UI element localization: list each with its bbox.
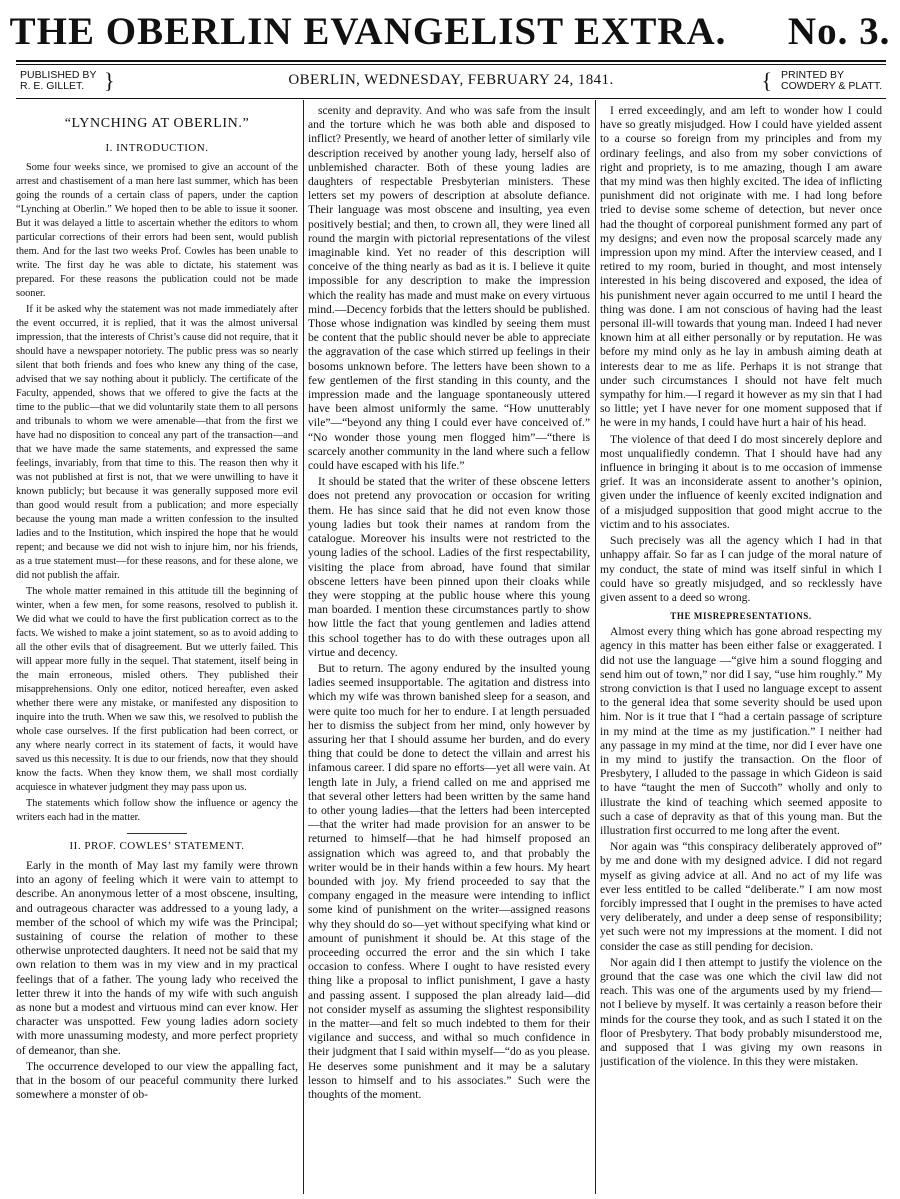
column-3 xyxy=(600,104,882,1194)
cowles-statement-continued xyxy=(600,104,882,605)
masthead-title: THE OBERLIN EVANGELIST EXTRA. xyxy=(9,10,727,53)
left-brace: } xyxy=(104,68,115,93)
column-divider xyxy=(595,100,596,1194)
published-by-label: PUBLISHED BY xyxy=(20,69,97,81)
column-2 xyxy=(308,104,590,1194)
article-title: “LYNCHING AT OBERLIN.” xyxy=(64,116,250,131)
printed-by-label: PRINTED BY xyxy=(781,69,845,81)
paragraph: If it be asked why the statement was not made immediately after the event occurred, it is replied, that it was the almost universal impression, that the interests of Christ’s cause did not require, that it should have a newspaper notoriety. The public press was so nearly silent that both friends and foes who knew any thing of the case, advised that we say nothing about it publicly. The certificate of the Faculty, appended, shows that we offered to give the facts at the time to the public—that we did voluntarily state them to all persons and tribunals to whom we were amenable—that from the first we have had no disposition to conceal any part of the transaction—and that we have made the same statements, and expressed the same feelings, invariably, from that time to this. The reason then why it was not published at first is not, that we were unwilling to have it known publicly; but because it was generally supposed more evil than good would result from a publication; and more especially because the young man made a written confession to the insulted ladies and to the Institution, which inspired the hope that he would repent; and because we did not wish to injure him, nor his friends, as a true statement must—for these reasons, and for these alone, we did not publish the affair. xyxy=(16,304,298,581)
right-brace: { xyxy=(761,68,772,93)
paragraph: The violence of that deed I do most sincerely deplore and most unqualifiedly condemn. That I should have had any influence in bringing it about is to me occasion of immense grief. It was an inconsiderate assent to another’s opinion, given under the influence of keenly excited indignation and of a misjudged supposition that good might accrue to the victim and to his associates. xyxy=(600,432,882,531)
introduction-text xyxy=(16,161,298,825)
publisher-name: R. E. GILLET. xyxy=(20,80,85,92)
paragraph: I erred exceedingly, and am left to wonder how I could have so greatly misjudged. How I could have yielded assent to a course so foreign from my principles and from my ordinary feelings, and also from my sober convictions of right and propriety, is to me amazing, though I am aware that my mind was then highly excited. The idea of inflicting punishment did not originate with me. I had long before tried to devise some scheme of detection, but never once had the thought of corporeal punishment formed any part of my designs; and even now the proposal scarcely made any impression upon my mind. After the interview ceased, and I retired to my room, buried in thought, and most intensely interested in his being discovered and exposed, the idea of his punishment never again occurred to me until I heard the thing was done. I am not conscious of having had the least personal ill-will towards that young man. Indeed I had never known him at all either personally or by reputation. He was before my mind only as he lay in ambush aiming death at interests dear to me as life. Perhaps it is not strange that under such circumstances I should not have felt much sympathy for him.—I regard it however as my sin that I had so little; yet I have never for one moment supposed that if he were in my hands, I could have hurt a hair of his head. xyxy=(600,104,882,430)
section-heading-introduction: I. INTRODUCTION. xyxy=(105,142,209,154)
section-heading-cowles-statement: II. PROF. COWLES’ STATEMENT. xyxy=(69,840,245,852)
misrepresentations-text xyxy=(600,625,882,1069)
section-separator xyxy=(127,833,187,834)
column-divider xyxy=(303,100,304,1194)
masthead xyxy=(0,8,900,56)
dateline xyxy=(16,68,886,96)
cowles-statement-text xyxy=(16,859,298,1102)
paragraph: It should be stated that the writer of these obscene letters does not pretend any provocation or occasion for writing them. He has since said that he did not even know those young ladies but took their names at random from the catalogue. Moreover his insults were not restricted to the young ladies of the school. Ladies of the first respectability, visiting the place from abroad, have found that similar obscene letters have been pinned upon their cloaks while they were stopping at the public house where this young man boarded. I mention these circumstances partly to show how little the fact that young gentlemen and ladies attend this school together has to do with these outrages upon all virtue and decency. xyxy=(308,475,590,659)
paragraph: The occurrence developed to our view the appalling fact, that in the bosom of our peaceful community there lurked somewhere a monster of ob- xyxy=(16,1059,298,1102)
dateline-rule xyxy=(16,98,886,99)
paragraph: Such precisely was all the agency which I had in that unhappy affair. So far as I can judge of the moral nature of my conduct, the state of mind was itself sinful in which I could have so greatly misjudged, and so recklessly have given assent to a deed so wrong. xyxy=(600,534,882,604)
paragraph: scenity and depravity. And who was safe from the insult and the torture which he was both able and disposed to inflict? Presently, we heard of another letter of similarly vile description received by another young lady, herself also of unblemished character. Both of these young ladies are daughters of respectable Presbyterian ministers. These letters set my powers of description at absolute defiance. Their language was most obscene and insulting, yea even positively bestial; and then, to crown all, they were lined all round the margin with pictorial representations of the vilest imaginable kind. Yet no reader of this description will conceive of the thing nearly as bad as it is. I believe it quite impossible for any description to make the impression which the reality has made and must make on every virtuous mind.—Decency forbids that the letters should be published. Those whose indignation was kindled by seeing them must be content that the public should never be able to appreciate the aggravation of the case which stirred up feelings in their bosoms unknown before. The letters have been shown to a few gentlemen of the first standing in this county, and the impression made and the language spontaneously uttered have been almost uniformly the same. “How unutterably vile”—“beyond any thing I could ever have conceived of.” “No wonder those young men flogged him”—“there is scarcely another community in the land where such a fellow could have escaped with his life.” xyxy=(308,104,590,473)
masthead-rule xyxy=(16,60,886,62)
paragraph: Nor again was “this conspiracy deliberately approved of” by me and done with my designed advice. I did not regard myself as giving advice at all. And no act of my life was ever less entitled to be called “deliberate.” I am now most forcibly impressed that I ought in the premises to have acted very deliberately, and under a deep sense of responsibility; yet such were not my impressions at the moment. I did not consider the case as still pending for decision. xyxy=(600,840,882,953)
masthead-number: No. 3. xyxy=(787,10,891,53)
paragraph: Nor again did I then attempt to justify the violence on the ground that the case was one which the civil law did not reach. This was one of the arguments used by my friend—not I believe by myself. It was certainly a reason before their minds for the course they took, and as such I stated it on the floor of Presbytery. That body probably misunderstood me, and supposed that I was giving my own reasons in justification of the violence. In this they were mistaken. xyxy=(600,955,882,1069)
column-1 xyxy=(16,104,298,1194)
paragraph: But to return. The agony endured by the insulted young ladies seemed insupportable. The agitation and distress into which my wife was thrown banished sleep for a season, and were quite too much for her to endure. I at length persuaded her to dismiss the subject from her mind, only however by assuring her that I should assume her burden, and do every thing that could be done to detect the villain and arrest his infamous career. I did spare no efforts—yet all were vain. At length late in July, a friend called on me and apprised me that several other letters had been written by the same hand to other young ladies—that the letters had been intercepted—that the writer had made provision for an answer to be returned to himself—that he had himself proposed an assignation which was agreed to, and that probably the writer would be in their hands within a few hours. My heart bounded with joy. My friend proceeded to say that the company engaged in the measure were intending to inflict some kind of punishment on the writer—assigned reasons why they should do so—yet without specifying what kind or amount of punishment it should be. At this stage of the proceeding occurred the error and the sin which I take occasion to confess. Where I ought to have resisted every thing like a proposal to inflict punishment, I gave a hasty and passing assent. I supposed the plan already laid—did not consider myself as assuming the slightest responsibility in the matter—and felt so much indebted to them for their vigilance and success, and withal so much confidence in their judgment that I said within myself—“do as you please. He deserves some punishment and it may be a salutary lesson to himself and to his associates.” Such were the thoughts of the moment. xyxy=(308,661,590,1102)
paragraph: The statements which follow show the influence or agency the writers each had in the matter. xyxy=(16,798,298,823)
masthead-rule-thin xyxy=(16,64,886,65)
place-date: OBERLIN, WEDNESDAY, FEBRUARY 24, 1841. xyxy=(288,72,614,88)
section-heading-misrepresentations: THE MISREPRESENTATIONS. xyxy=(670,611,812,622)
printed-by xyxy=(781,70,882,92)
paragraph: Early in the month of May last my family were thrown into an agony of feeling which it were vain to attempt to describe. An anonymous letter of a most obscene, insulting, and outrageous character was addressed to a young lady, a member of the school of which my wife was the Principal; sustaining of course the relation of mother to these otherwise unprotected daughters. It need not be said that my own relation to them was in my view and in my practical feelings that of a father. The young lady who received the letter threw it into the hands of my wife with such anguish as none but a modest and virtuous mind can ever know. Her character was unspotted. Few young ladies adorn society with more unassuming modesty, and more perfect propriety of demeanor, than she. xyxy=(16,859,298,1057)
paragraph: Almost every thing which has gone abroad respecting my agency in this matter has been either false or exaggerated. I did not use the language —“give him a sound flogging and send him out of town,” nor did I say, “use him roughly.” My strong conviction is that I used no language except to assent to the general idea that some severity should be used upon him. Nor is it true that I “had a certain passage of scripture in my mind at the time as my justification.” I neither had any passage in my mind at the time, nor did I ever have one in my mind to justify the transaction. On the floor of Presbytery, I alluded to the passage in which Gideon is said to have “taught the men of Succoth” wholly and only to illustrate the kind of teaching which seemed apposite to such a case of depravity as that of this young man. But the illustration first occurred to me long after the event. xyxy=(600,625,882,837)
paragraph: Some four weeks since, we promised to give an account of the arrest and chastisement of a man here last summer, which has been going the rounds of a certain class of papers, under the caption “Lynching at Oberlin.” We hoped then to be able to issue it sooner. But it was delayed a little to ascertain whether the editors to whom particular corrections of their errors had been sent, would publish them. And for the last two weeks Prof. Cowles has been unable to write. The first day he was able to dictate, his statement was prepared. For these reasons the publication could not be made sooner. xyxy=(16,162,298,299)
paragraph: The whole matter remained in this attitude till the beginning of winter, when a few men, for some reasons, resolved to publish it. We did what we could to have the first publication correct as to the facts. We wished to make a joint statement, so as to avoid adding to all the other evils that of disagreement. But we utterly failed. This will appear more fully in the sequel. That statement, itself being in the main erroneous, misled others. They published their misapprehensions. Only one editor, noticed hereafter, even asked whether there were any mistake, or manifested any disposition to inquire into the truth. When we saw this, we resolved to publish the whole case ourselves. If the first publication had been correct, or any where nearly correct in its statement of facts, it would have saved us this necessity. It is due to our friends, now that they should know the facts. When they know them, we shall most cordially acquiesce in whatever judgment they may pass upon us. xyxy=(16,586,298,793)
printer-name: COWDERY & PLATT. xyxy=(781,80,882,92)
